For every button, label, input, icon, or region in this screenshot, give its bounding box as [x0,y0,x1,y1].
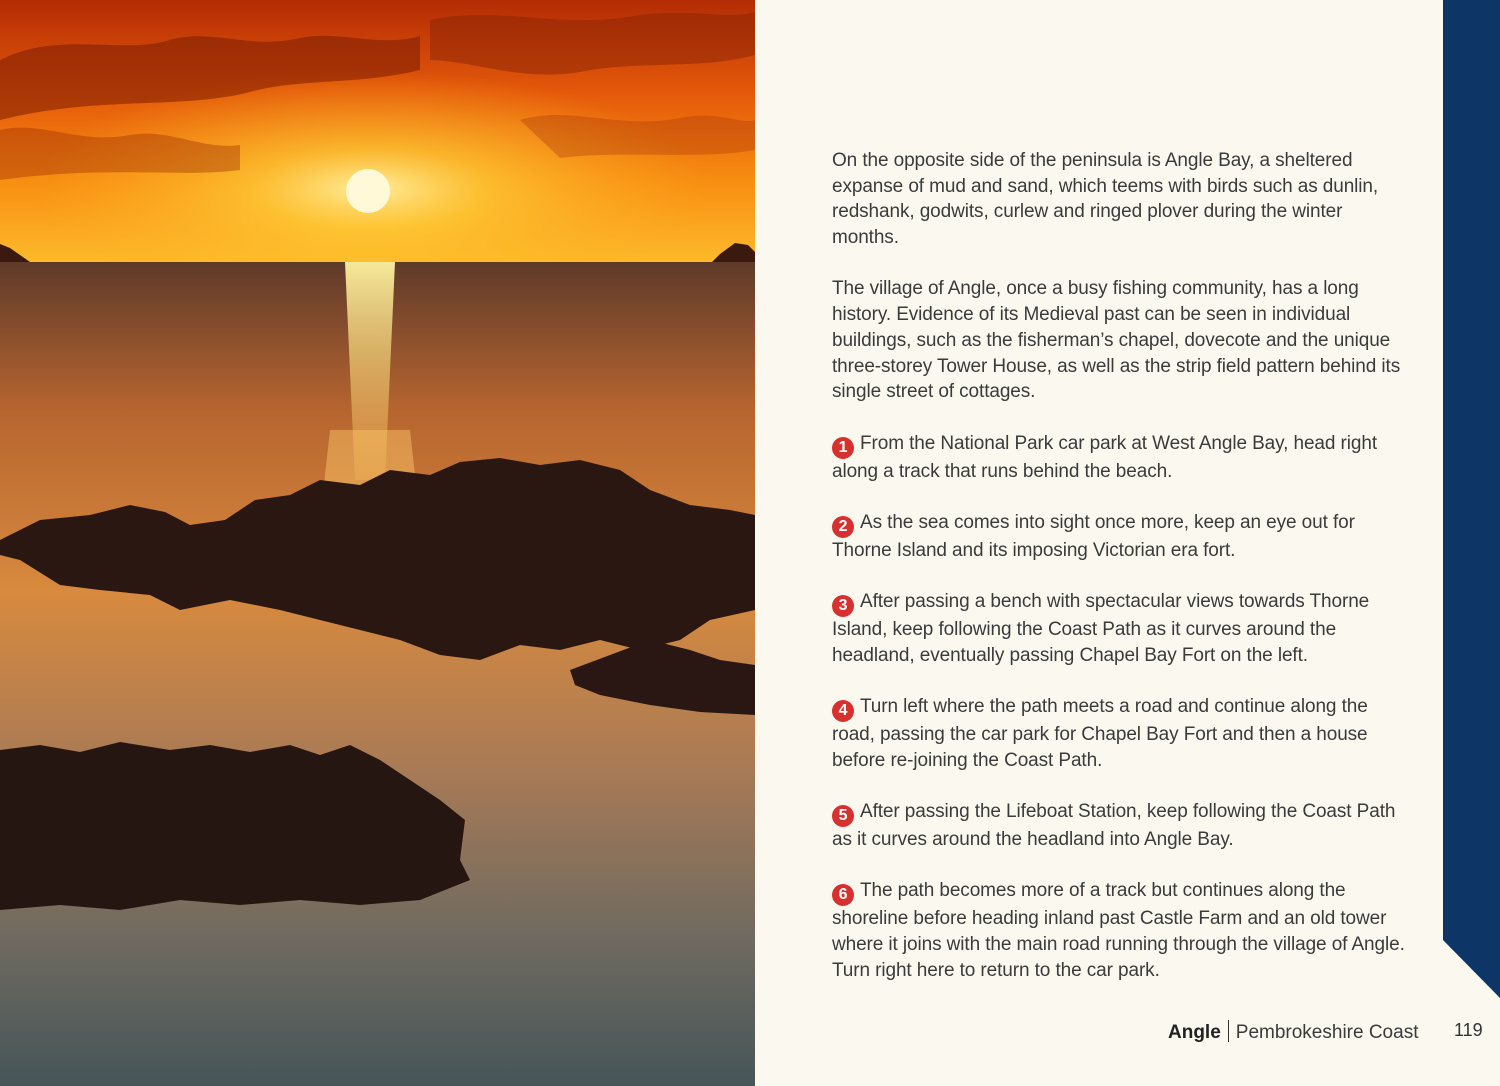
footer-region: Pembrokeshire Coast [1235,1022,1419,1043]
step-text: After passing a bench with spectacular views towards Thorne Island, keep following the Coast Path as it curves around the headland, eventually passing Chapel Bay Fort on the left. [832,591,1370,666]
step-6 [832,878,1412,983]
step-5 [832,799,1412,853]
step-number-badge: 2 [832,516,854,538]
step-text: After passing the Lifeboat Station, keep following the Coast Path as it curves around the headland into Angle Bay. [832,801,1396,851]
step-number-badge: 5 [832,805,854,827]
step-4 [832,694,1412,773]
step-number-badge: 1 [832,437,854,459]
intro-paragraph: On the opposite side of the peninsula is Angle Bay, a sheltered expanse of mud and sand, which teems with birds such as dunlin, redshank, godwits, curlew and ringed plover during the winter months. [832,150,1379,249]
step-1 [832,431,1412,485]
chapter-side-tab [1443,0,1500,1086]
footer-chapter-label [1168,1020,1418,1044]
step-number-badge: 4 [832,700,854,722]
intro-paragraph: The village of Angle, once a busy fishing community, has a long history. Evidence of its Medieval past can be seen in individual buildings, such as the fisherman’s chapel, dovecote and the unique three-storey Tower House, as well as the strip field pattern behind its single street of cottages. [832,278,1401,403]
step-number-badge: 3 [832,595,854,617]
step-text: The path becomes more of a track but continues along the shoreline before heading inland past Castle Farm and an old tower where it joins with the main road running through the village of Angle. Turn right here to return to the car park. [832,880,1405,981]
step-3 [832,589,1412,668]
page-number: 119 [1454,1020,1483,1040]
body-text [832,148,1412,1009]
step-text: From the National Park car park at West Angle Bay, head right along a track that runs behind the beach. [832,432,1378,482]
step-text: Turn left where the path meets a road and continue along the road, passing the car park for Chapel Bay Fort and then a house before re-joining the Coast Path. [832,696,1368,771]
footer-divider [1228,1020,1229,1042]
step-2 [832,510,1412,564]
footer-place: Angle [1168,1022,1221,1043]
step-text: As the sea comes into sight once more, keep an eye out for Thorne Island and its imposing Victorian era fort. [832,511,1355,561]
step-number-badge: 6 [832,884,854,906]
